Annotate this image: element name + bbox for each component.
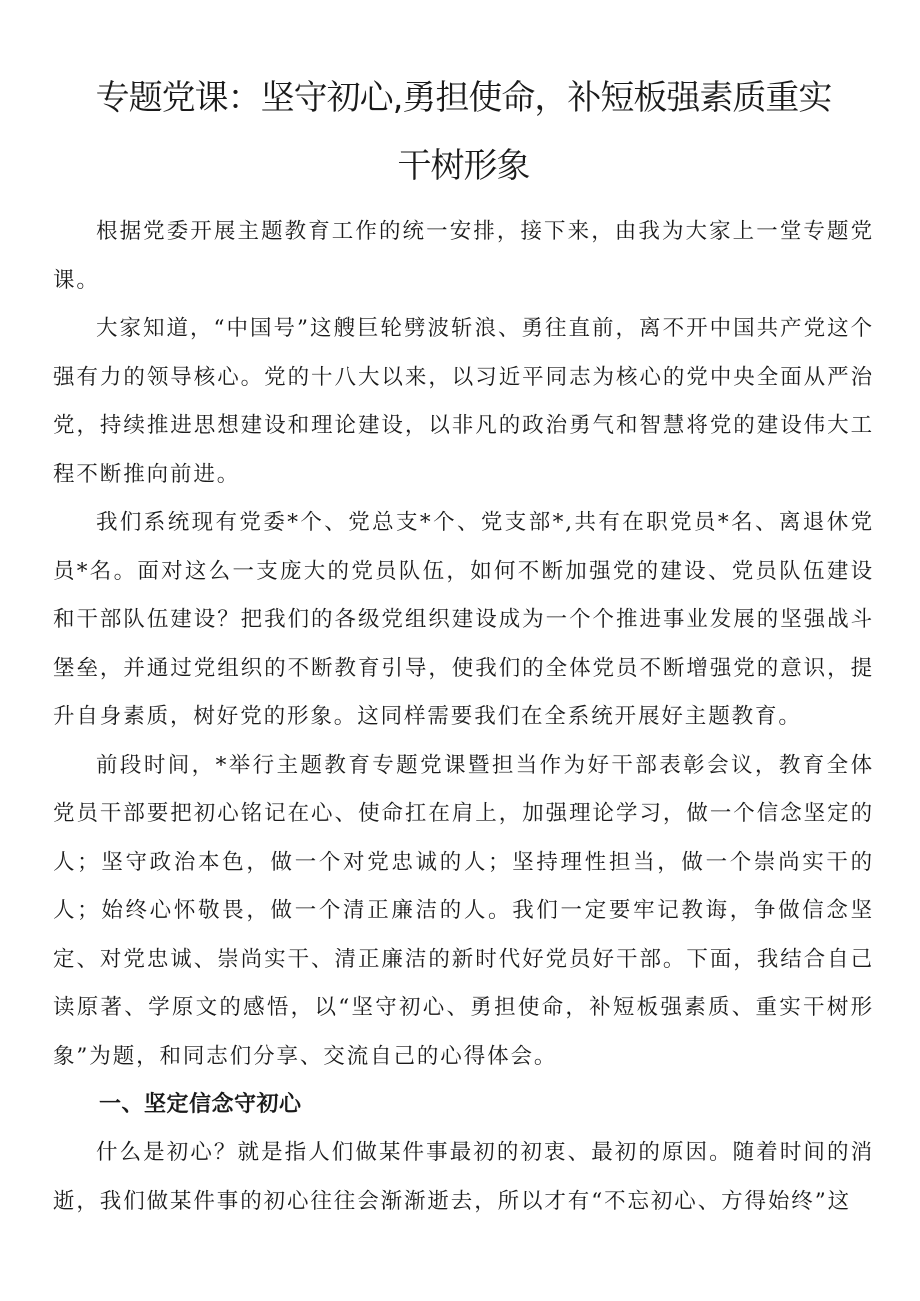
document-title [53,64,874,200]
title-line-2: 干树形象 [397,146,530,186]
paragraph-intro: 根据党委开展主题教育工作的统一安排，接下来，由我为大家上一堂专题党课。 [53,219,874,293]
paragraph-meeting: 前段时间，*举行主题教育专题党课暨担当作为好干部表彰会议，教育全体党员干部要把初心铭记在心、使命扛在肩上，加强理论学习，做一个信念坚定的人；坚守政治本色，做一个对党忠诚的人；坚持理性担当，做一个崇尚实干的人；始终心怀敬畏，做一个清正廉洁的人。我们一定要牢记教诲，争做信念坚定、对党忠诚、崇尚实干、清正廉洁的新时代好党员好干部。下面，我结合自己读原著、学原文的感悟，以“坚守初心、勇担使命，补短板强素质、重实干树形象”为题，和同志们分享、交流自己的心得体会。 [53,752,874,1069]
paragraph-section1: 什么是初心？就是指人们做某件事最初的初衷、最初的原因。随着时间的消逝，我们做某件事的初心往往会渐渐逝去，所以才有“不忘初心、方得始终”这 [53,1140,874,1214]
title-line-1: 专题党课：坚守初心,勇担使命，补短板强素质重实 [95,78,832,118]
paragraph-system-status: 我们系统现有党委*个、党总支*个、党支部*,共有在职党员*名、离退休党员*名。面对这么一支庞大的党员队伍，如何不断加强党的建设、党员队伍建设和干部队伍建设？把我们的各级党组织建设成为一个个推进事业发展的坚强战斗堡垒，并通过党组织的不断教育引导，使我们的全体党员不断增强党的意识，提升自身素质，树好党的形象。这同样需要我们在全系统开展好主题教育。 [53,510,874,729]
paragraph-background: 大家知道，“中国号”这艘巨轮劈波斩浪、勇往直前，离不开中国共产党这个强有力的领导核心。党的十八大以来，以习近平同志为核心的党中央全面从严治党，持续推进思想建设和理论建设，以非凡的政治勇气和智慧将党的建设伟大工程不断推向前进。 [53,316,874,487]
document-body [53,208,874,1226]
section-heading-1: 一、坚定信念守初心 [99,1092,302,1117]
